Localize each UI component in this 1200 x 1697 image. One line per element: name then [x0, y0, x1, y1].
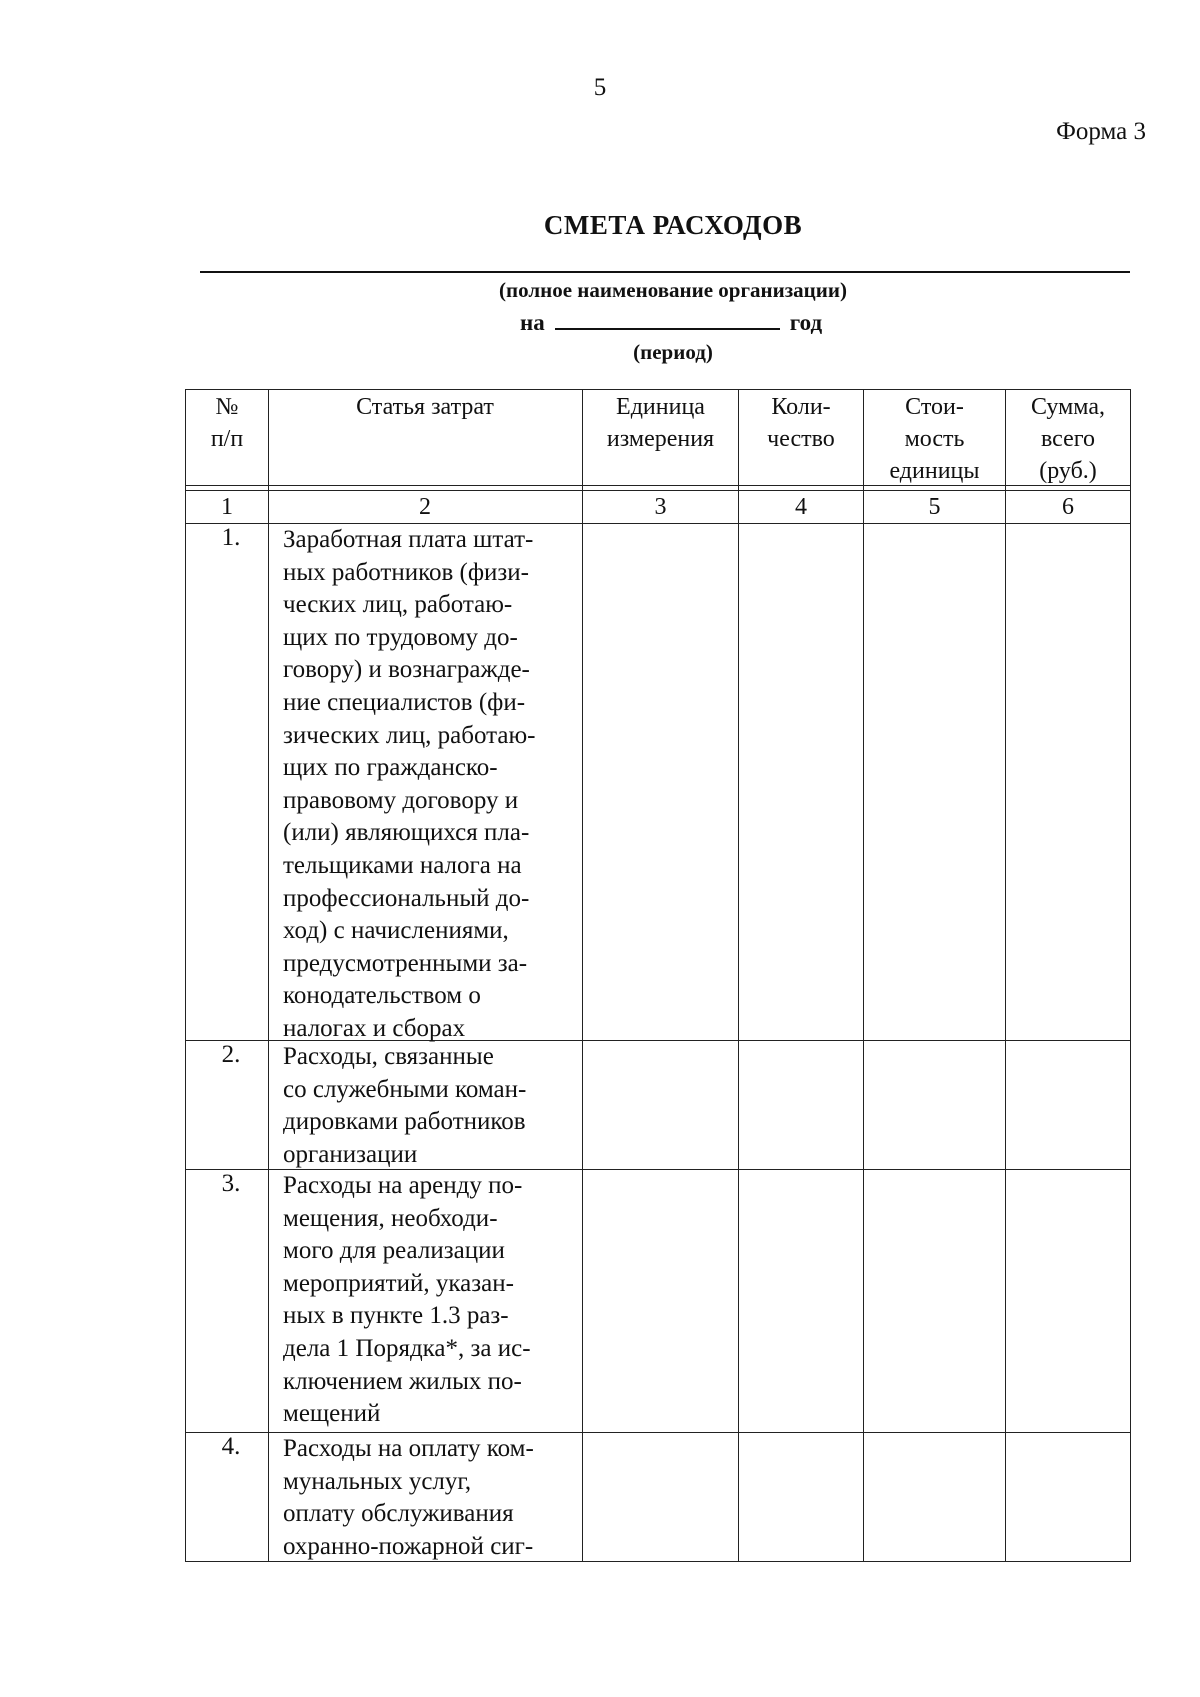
- row-number: 1.: [221, 524, 241, 551]
- text-line: конодательством о: [283, 982, 481, 1010]
- header-line: Сумма,: [1031, 394, 1105, 420]
- header-line: мость: [904, 426, 965, 452]
- text-line: Расходы на оплату ком-: [283, 1435, 534, 1462]
- row-number: 3.: [221, 1170, 241, 1197]
- column-border: [185, 389, 186, 1561]
- text-line: ние специалистов (фи-: [283, 688, 526, 716]
- header-cell-number: [187, 391, 267, 455]
- text-line: ход) с начислениями,: [283, 917, 509, 945]
- text-line: профессиональный до-: [283, 884, 530, 912]
- text-line: зических лиц, работаю-: [283, 721, 536, 749]
- row-number: 4.: [221, 1433, 241, 1460]
- row-expense-text: [283, 524, 583, 1046]
- table-border-top: [185, 389, 1131, 390]
- column-border: [863, 389, 864, 1561]
- text-line: Расходы, связанные: [283, 1043, 494, 1070]
- organization-name-line: [200, 271, 1130, 273]
- text-line: охранно-пожарной сиг-: [283, 1532, 534, 1560]
- text-line: мещения, необходи-: [283, 1204, 498, 1232]
- period-prefix: на: [520, 310, 545, 335]
- period-suffix: год: [789, 310, 823, 335]
- form-label: Форма 3: [1056, 118, 1146, 145]
- row-expense-text: [283, 1170, 583, 1431]
- period-blank: [555, 306, 780, 330]
- header-line: (руб.): [1039, 458, 1097, 484]
- text-line: ческих лиц, работаю-: [283, 591, 513, 619]
- page-number: 5: [593, 74, 607, 101]
- header-line: чество: [767, 426, 835, 452]
- text-line: ных работников (физи-: [283, 558, 530, 586]
- text-line: предусмотренными за-: [283, 949, 528, 977]
- header-line: п/п: [210, 426, 244, 452]
- header-cell-unit: [584, 391, 737, 455]
- header-line: измерения: [606, 426, 715, 452]
- text-line: щих по трудовому до-: [283, 623, 518, 651]
- text-line: оплату обслуживания: [283, 1500, 514, 1528]
- header-line: Коли-: [771, 394, 831, 420]
- header-line: Статья затрат: [356, 394, 494, 420]
- row-expense-text: [283, 1433, 583, 1563]
- text-line: правовому договору и: [283, 786, 519, 814]
- header-cell-total: [1007, 391, 1129, 487]
- column-border: [1005, 389, 1006, 1561]
- text-line: мого для реализации: [283, 1237, 505, 1265]
- header-cell-quantity: [740, 391, 862, 455]
- column-border: [268, 389, 269, 1561]
- text-line: ключением жилых по-: [283, 1367, 522, 1395]
- header-line: Стои-: [905, 394, 964, 420]
- column-border: [1130, 389, 1131, 1561]
- row-number: 2.: [221, 1041, 241, 1068]
- text-line: мещений: [283, 1400, 381, 1428]
- text-line: Расходы на аренду по-: [283, 1172, 523, 1199]
- text-line: организации: [283, 1140, 418, 1168]
- column-number: 2: [419, 494, 431, 520]
- text-line: налогах и сборах: [283, 1014, 466, 1042]
- header-line: всего: [1040, 426, 1096, 452]
- document-title: СМЕТА РАСХОДОВ: [543, 210, 803, 240]
- column-number: 1: [221, 494, 233, 520]
- column-border: [738, 389, 739, 1561]
- period-caption: (период): [633, 340, 713, 364]
- header-line: Единица: [616, 394, 705, 420]
- header-line: №: [215, 394, 239, 420]
- row-expense-text: [283, 1041, 583, 1171]
- text-line: дела 1 Порядка*, за ис-: [283, 1334, 531, 1362]
- text-line: (или) являющихся пла-: [283, 819, 530, 847]
- text-line: со служебными коман-: [283, 1075, 527, 1103]
- column-number: 3: [654, 494, 667, 520]
- text-line: мунальных услуг,: [283, 1467, 472, 1495]
- text-line: дировками работников: [283, 1108, 526, 1136]
- header-line: единицы: [889, 458, 980, 484]
- column-number: 6: [1062, 494, 1074, 520]
- column-number: 4: [795, 494, 807, 520]
- text-line: мероприятий, указан-: [283, 1269, 514, 1297]
- text-line: щих по гражданско-: [283, 754, 498, 782]
- text-line: Заработная плата штат-: [283, 526, 534, 553]
- text-line: говору) и вознагражде-: [283, 656, 530, 684]
- header-cell-expense-item: [270, 391, 580, 423]
- period-row: [520, 306, 822, 336]
- header-cell-unit-cost: [865, 391, 1004, 487]
- column-number: 5: [928, 494, 941, 520]
- organization-caption: (полное наименование организации): [499, 278, 847, 302]
- text-line: тельщиками налога на: [283, 851, 522, 879]
- text-line: ных в пункте 1.3 раз-: [283, 1302, 509, 1330]
